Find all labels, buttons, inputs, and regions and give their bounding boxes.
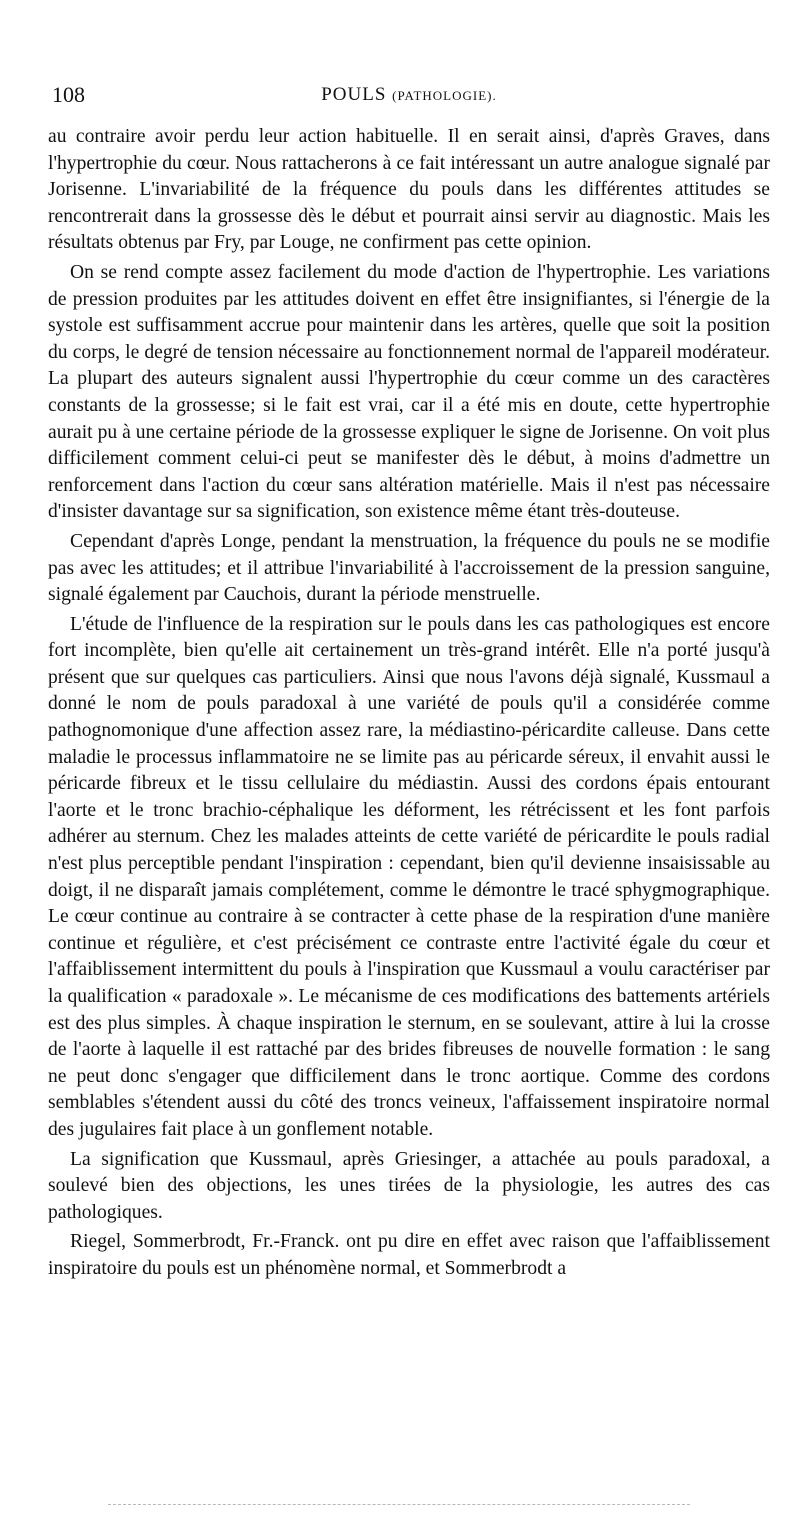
running-title-main: POULS xyxy=(321,84,387,105)
paragraph: On se rend compte assez facilement du mode d'action de l'hypertrophie. Les variations de pression produites par les attitudes doivent en effet être insignifiantes, si l'énergie de la systole est suffisamment accrue pour maintenir dans les artères, quelle que soit la position du corps, le degré de tension nécessaire au fonctionnement normal de l'appareil modérateur. La plupart des auteurs signalent aussi l'hypertrophie du cœur comme un des caractères constants de la grossesse; si le fait est vrai, car il a été mis en doute, cette hypertrophie aurait pu à une certaine période de la grossesse expliquer le signe de Jorisenne. On voit plus difficilement comment celui-ci peut se manifester dès le début, à moins d'admettre un renforcement dans l'action du cœur sans altération matérielle. Mais il n'est pas nécessaire d'insister davantage sur sa signification, son existence même étant très-douteuse. xyxy=(48,261,770,523)
paragraph: L'étude de l'influence de la respiration sur le pouls dans les cas pathologiques est encore fort incomplète, bien qu'elle ait certainement un très-grand intérêt. Elle n'a porté jusqu'à présent que sur quelques cas particuliers. Ainsi que nous l'avons déjà signalé, Kussmaul a donné le nom de pouls paradoxal à une variété de pouls qu'il a considérée comme pathognomonique d'une affection assez rare, la médiastino-péricardite calleuse. Dans cette maladie le processus inflammatoire ne se limite pas au péricarde séreux, il envahit aussi le péricarde fibreux et le tissu cellulaire du médiastin. Aussi des cordons épais entourant l'aorte et le tronc brachio-céphalique les déforment, les rétrécissent et les font parfois adhérer au sternum. Chez les malades atteints de cette variété de péricardite le pouls radial n'est plus perceptible pendant l'inspiration : cependant, bien qu'il devienne insaisissable au doigt, il ne disparaît jamais complétement, comme le démontre le tracé sphygmographique. Le cœur continue au contraire à se contracter à cette phase de la respiration d'une manière continue et régulière, et c'est précisément ce contraste entre l'activité égale du cœur et l'affaiblissement intermittent du pouls à l'inspiration que Kussmaul a voulu caractériser par la qualification « paradoxale ». Le mécanisme de ces modifications des battements artériels est des plus simples. À chaque inspiration le sternum, en se soulevant, attire à lui la crosse de l'aorte à laquelle il est rattaché par des brides fibreuses de nouvelle formation : le sang ne peut donc s'engager que difficilement dans le tronc aortique. Comme des cordons semblables s'étendent aussi du côté des troncs veineux, l'affaissement inspiratoire normal des jugulaires fait place à un gonflement notable. xyxy=(48,613,770,1140)
book-page xyxy=(48,78,770,1518)
running-title-sub: (PATHOLOGIE). xyxy=(392,88,497,103)
body-text xyxy=(48,124,770,1283)
paragraph: La signification que Kussmaul, après Griesinger, a attachée au pouls paradoxal, a soulevé bien des objections, les unes tirées de la physiologie, les autres des cas pathologiques. xyxy=(48,1148,770,1223)
paragraph: Cependant d'après Longe, pendant la menstruation, la fréquence du pouls ne se modifie pas avec les attitudes; et il attribue l'invariabilité à l'accroissement de la pression sanguine, signalé également par Cauchois, durant la période menstruelle. xyxy=(48,530,770,606)
paragraph: au contraire avoir perdu leur action habituelle. Il en serait ainsi, d'après Graves, dans l'hypertrophie du cœur. Nous rattacherons à ce fait intéressant un autre analogue signalé par Jorisenne. L'invariabilité de la fréquence du pouls dans les différentes attitudes se rencontrerait dans la grossesse dès le début et pourrait ainsi servir au diagnostic. Mais les résultats obtenus par Fry, par Louge, ne confirment pas cette opinion. xyxy=(48,126,770,254)
footer-divider xyxy=(108,1504,690,1505)
running-title xyxy=(48,84,770,106)
paragraph: Riegel, Sommerbrodt, Fr.-Franck. ont pu dire en effet avec raison que l'affaiblissement inspiratoire du pouls est un phénomène normal, et Sommerbrodt a xyxy=(48,1231,770,1279)
running-head xyxy=(48,78,770,114)
page-number: 108 xyxy=(52,82,85,107)
